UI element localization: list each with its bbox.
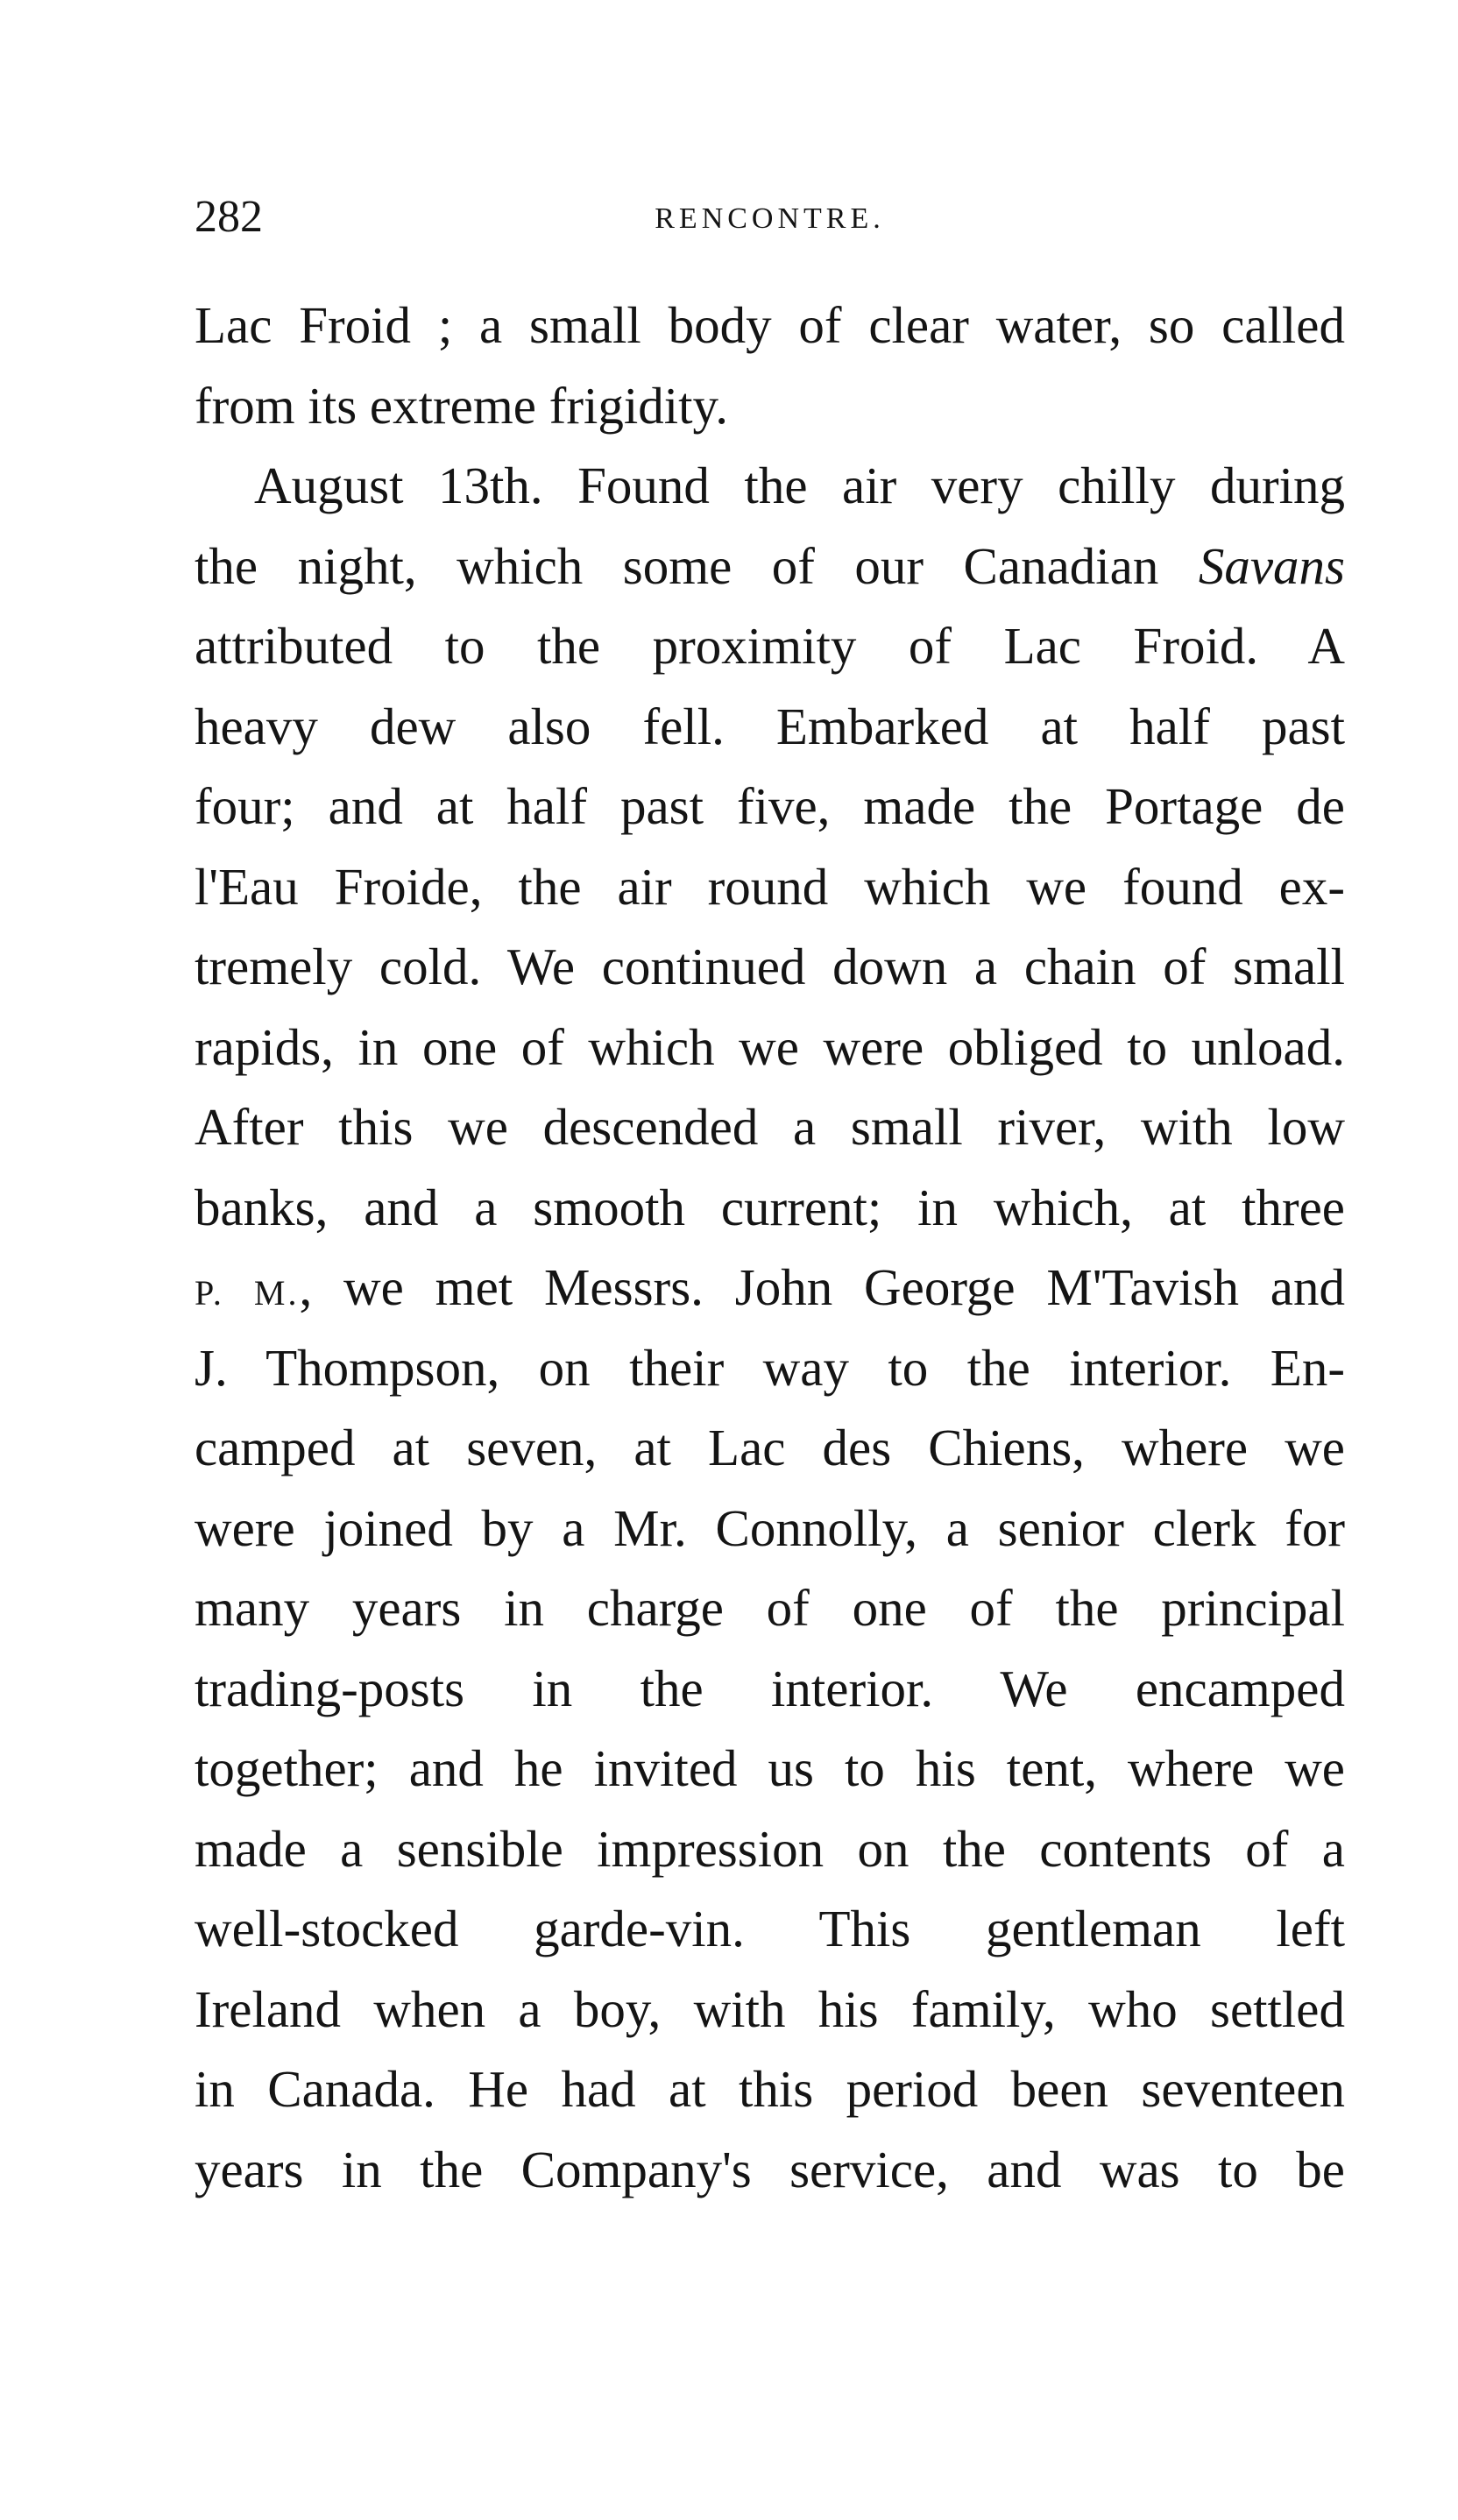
text-line: J. Thompson, on their way to the interior. En- bbox=[195, 1338, 1345, 1397]
text-line: trading-posts in the interior. We encamped bbox=[195, 1659, 1345, 1717]
text-line: many years in charge of one of the principal bbox=[195, 1579, 1345, 1637]
italic-word: Savans bbox=[1198, 536, 1345, 595]
text-line: Ireland when a boy, with his family, who settled bbox=[195, 1979, 1345, 2038]
text-line: years in the Company's service, and was to be bbox=[195, 2140, 1345, 2198]
text-line: tremely cold. We continued down a chain of small bbox=[195, 938, 1345, 995]
text-line: Lac Froid ; a small body of clear water, so called bbox=[195, 296, 1345, 354]
small-caps-abbreviation: P. M. bbox=[195, 1273, 300, 1313]
text-line: from its extreme frigidity. bbox=[195, 376, 728, 435]
text-line: well-stocked garde-vin. This gentleman left bbox=[195, 1900, 1345, 1957]
page-number: 282 bbox=[195, 192, 263, 242]
running-head: RENCONTRE. bbox=[655, 202, 885, 235]
text-line: banks, and a smooth current; in which, at three bbox=[195, 1178, 1345, 1236]
text-line: together; and he invited us to his tent, where we bbox=[195, 1739, 1345, 1797]
paragraph-start-line: August 13th. Found the air very chilly during bbox=[254, 457, 1345, 514]
text-line: rapids, in one of which we were obliged to unload. bbox=[195, 1017, 1345, 1076]
text-line: l'Eau Froide, the air round which we found ex- bbox=[195, 857, 1345, 916]
text-line bbox=[195, 527, 1345, 607]
page-header bbox=[195, 191, 1345, 261]
text-line: were joined by a Mr. Connolly, a senior clerk for bbox=[195, 1498, 1345, 1557]
text-line: camped at seven, at Lac des Chiens, where we bbox=[195, 1419, 1345, 1476]
text-line: attributed to the proximity of Lac Froid. A bbox=[195, 617, 1345, 675]
text-segment: , we met Messrs. John George M'Tavish and bbox=[299, 1258, 1345, 1316]
text-line: After this we descended a small river, with low bbox=[195, 1098, 1345, 1156]
text-line: heavy dew also fell. Embarked at half past bbox=[195, 697, 1345, 755]
text-line: in Canada. He had at this period been seventeen bbox=[195, 2060, 1345, 2118]
text-line bbox=[195, 1248, 1345, 1328]
text-line: made a sensible impression on the contents of a bbox=[195, 1819, 1345, 1878]
text-line: four; and at half past five, made the Portage de bbox=[195, 777, 1345, 835]
text-segment: the night, which some of our Canadian bbox=[195, 536, 1199, 595]
body-text bbox=[195, 286, 1345, 2210]
